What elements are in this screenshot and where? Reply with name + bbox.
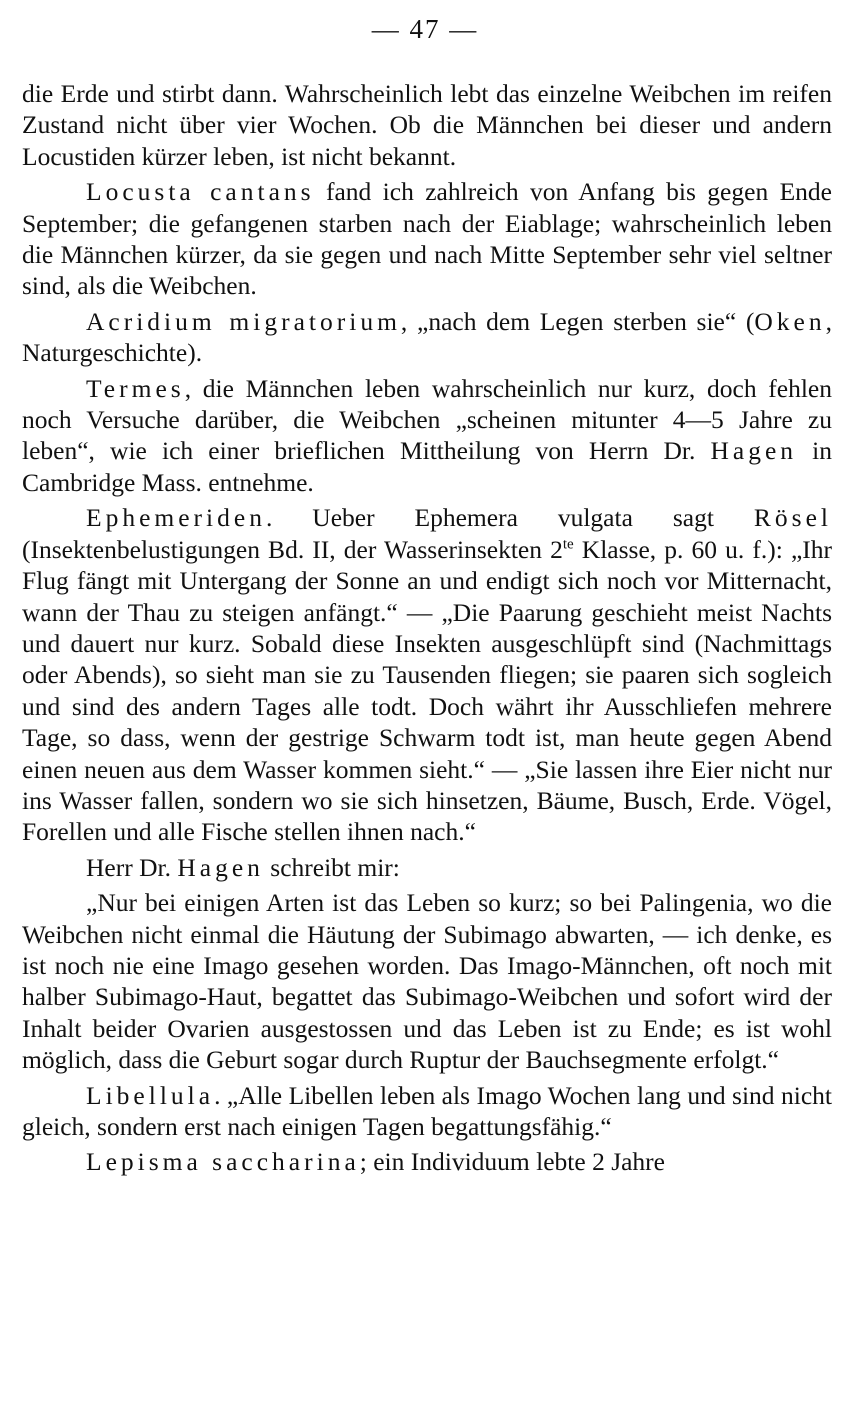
paragraph-1: die Erde und stirbt dann. Wahrscheinlich lebt das einzelne Weibchen im reifen Zustand nicht über vier Wochen. Ob die Männchen bei dieser und andern Locustiden kürzer leben, ist nicht bekannt. [22,79,832,171]
paragraph-text: fand ich zahlreich von Anfang bis gegen Ende September; die gefangenen starben nach der Eiablage; wahrscheinlich leben die Männchen kürzer, da sie gegen und nach Mitte September sehr viel seltner sind, als die Weibchen. [22,177,832,301]
species-name: Libellula [86,1080,215,1110]
paragraph-text: in Cambridge Mass. entnehme. [22,436,832,497]
paragraph-text: (Insektenbelustigungen Bd. II, der Wasserinsekten 2 [22,534,563,564]
paragraph-8 [22,1080,832,1143]
author-name: Hagen [710,436,798,466]
paragraph-text: . Ueber Ephemera vulgata sagt [265,503,754,533]
paragraph-text: , „nach dem Legen sterben sie“ ( [400,306,755,336]
species-name: Lepisma saccharina [86,1147,360,1177]
body-text [22,78,832,1178]
paragraph-text: , die Männchen leben wahrscheinlich nur kurz, doch fehlen noch Versuche darüber, die Weibchen „scheinen mitunter 4—5 Jahre zu leben“, wie ich einer brieflichen Mittheilung von Herrn Dr. [22,373,832,466]
paragraph-4 [22,373,832,499]
paragraph-7-quote: „Nur bei einigen Arten ist das Leben so kurz; so bei Palingenia, wo die Weibchen nicht einmal die Häutung der Subimago abwarten, — ich denke, es ist noch nie eine Imago gesehen worden. Das Imago-Männchen, oft noch mit halber Subimago-Haut, begattet das Subimago-Weibchen und sofort wird der Inhalt beider Ovarien ausgestossen und das Leben ist zu Ende; es ist wohl möglich, dass die Geburt sogar durch Ruptur der Bauchsegmente erfolgt.“ [22,888,832,1075]
paragraph-6 [22,852,832,883]
paragraph-text: schreibt mir: [263,852,400,882]
species-name: Acridium migratorium [86,306,401,336]
species-name: Termes [86,373,185,403]
paragraph-text: . „Alle Libellen leben als Imago Wochen lang und sind nicht gleich, sondern erst nach einigen Tagen begattungsfähig.“ [22,1080,832,1141]
paragraph-text: Herr Dr. [86,852,178,882]
species-name: Locusta cantans [86,177,315,207]
paragraph-text: ; ein Individuum lebte 2 Jahre [359,1147,665,1177]
author-name: Rösel [753,503,832,533]
paragraph-9 [22,1146,832,1177]
paragraph-5 [22,502,832,847]
author-name: Hagen [177,852,264,882]
species-name: Ephemeriden [86,503,266,533]
paragraph-text: Klasse, p. 60 u. f.): „Ihr Flug fängt mit Untergang der Sonne an und endigt sich noch vor Mitternacht, wann der Thau zu steigen anfängt.“ — „Die Paarung geschieht meist Nachts und dauert nur kurz. Sobald diese Insekten ausgeschlüpft sind (Nachmittags oder Abends), so sieht man sie zu Tausenden fliegen; sie paaren sich sogleich und sind des andern Tages alle todt. Doch währt ihr Ausschliefen mehrere Tage, so dass, wenn der gestrige Schwarm todt ist, man heute gegen Abend einen neuen aus dem Wasser kommen sieht.“ — „Sie lassen ihre Eier nicht nur ins Wasser fallen, sondern wo sie sich hinsetzen, Bäume, Busch, Erde. Vögel, Forellen und alle Fische stellen ihnen nach.“ [22,534,832,847]
paragraph-text: , Naturgeschichte). [22,306,832,368]
superscript: te [562,536,574,553]
page-number: — 47 — [371,14,479,44]
author-name: Oken [754,306,826,336]
paragraph-3 [22,306,832,369]
paragraph-2 [22,176,832,302]
